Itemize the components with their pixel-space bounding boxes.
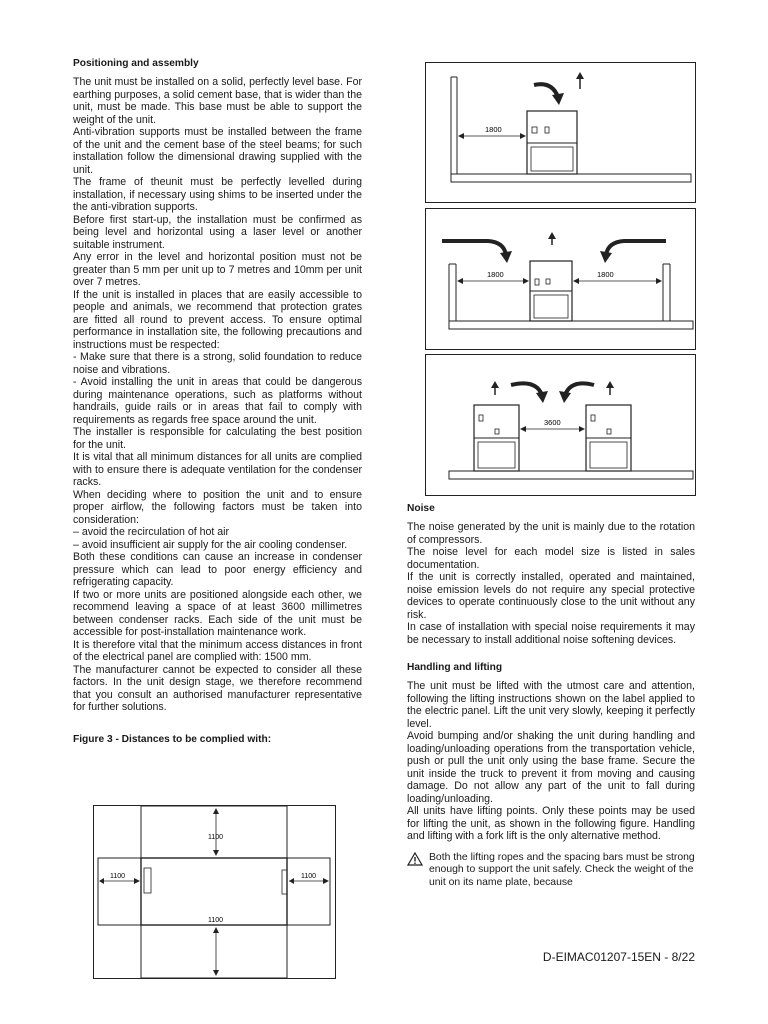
plan-dim-top: 1100: [208, 834, 224, 841]
figure-caption: Figure 3 - Distances to be complied with:: [73, 733, 272, 745]
body-paragraph: – avoid insufficient air supply for the air cooling condenser.: [73, 538, 348, 551]
positioning-paragraphs: [73, 76, 362, 714]
body-paragraph: - Make sure that there is a strong, solid foundation to reduce noise and vibrations.: [73, 351, 362, 376]
left-column: [73, 58, 362, 752]
plan-dim-right: 1100: [301, 873, 317, 880]
body-paragraph: Both these conditions can cause an increase in condenser pressure which can lead to poor energy efficiency and refrigerating capacity.: [73, 551, 362, 588]
single-unit-drawing: [426, 63, 695, 202]
body-paragraph: Avoid bumping and/or shaking the unit during handling and loading/unloading operations from the transportation vehicle, push or pull the unit only using the base frame. Secure the unit inside the truck to prevent it from moving and causing damage. Do not allow any part of the unit to fall during loading/unloading.: [407, 730, 695, 805]
clearance-figure-two-units: [425, 354, 696, 496]
fig3-dim: 3600: [544, 418, 561, 427]
fig2-dim-right: 1800: [597, 270, 614, 279]
body-paragraph: The unit must be installed on a solid, perfectly level base. For earthing purposes, a solid cement base, that is wider than the unit, must be made. This base must be able to support the weight of the unit.: [73, 76, 362, 126]
warning-text: Both the lifting ropes and the spacing bars must be strong enough to support the unit safely. Check the weight of the unit on its name plate, because: [429, 851, 695, 888]
clearance-figure-walls: [425, 208, 696, 350]
warning-icon: [407, 852, 429, 890]
body-paragraph: In case of installation with special noise requirements it may be necessary to install additional noise softening devices.: [407, 621, 695, 646]
body-paragraph: If two or more units are positioned alongside each other, we recommend leaving a space of at least 3600 millimetres between condenser racks. Each side of the unit must be accessible for post-installation maintenance work.: [73, 588, 362, 638]
fig1-dim: 1800: [485, 125, 502, 134]
two-units-drawing: [426, 355, 695, 495]
section-heading-noise: Noise: [407, 503, 435, 514]
body-paragraph: – avoid the recirculation of hot air: [73, 526, 230, 538]
body-paragraph: The manufacturer cannot be expected to consider all these factors. In the unit design stage, we therefore recommend that you consult an authorised manufacturer representative for further solutions.: [73, 663, 362, 713]
body-paragraph: It is therefore vital that the minimum access distances in front of the electrical panel are complied with: 1500 mm.: [73, 638, 362, 663]
plan-dim-bottom: 1100: [208, 917, 224, 924]
clearance-figure-single: [425, 62, 696, 203]
plan-distance-drawing: [94, 806, 335, 978]
plan-distance-figure: [93, 805, 336, 979]
section-heading-positioning: Positioning and assembly: [73, 58, 199, 69]
body-paragraph: The noise generated by the unit is mainly due to the rotation of compressors.: [407, 521, 695, 546]
body-paragraph: All units have lifting points. Only these points may be used for lifting the unit, as shown in the following figure. Handling and lifting with a fork lift is the only alternative method.: [407, 805, 695, 842]
body-paragraph: Anti-vibration supports must be installed between the frame of the unit and the cement base of the steel beams; for such installation follow the dimensional drawing supplied with the unit.: [73, 126, 362, 176]
page-footer: D-EIMAC01207-15EN - 8/22: [542, 950, 695, 964]
body-paragraph: - Avoid installing the unit in areas that could be dangerous during maintenance operations, such as platforms without handrails, guide rails or in areas that fail to comply with requirements as regards free space around the unit.: [73, 376, 362, 426]
noise-paragraphs: [407, 521, 695, 646]
handling-paragraphs: [407, 680, 695, 843]
fig2-dim-left: 1800: [487, 270, 504, 279]
walls-unit-drawing: [426, 209, 695, 349]
plan-dim-left: 1100: [110, 873, 126, 880]
body-paragraph: It is vital that all minimum distances for all units are complied with to ensure there is adequate ventilation for the condenser racks.: [73, 451, 362, 488]
body-paragraph: The installer is responsible for calculating the best position for the unit.: [73, 426, 362, 451]
warning-note: [407, 852, 695, 890]
section-heading-handling: Handling and lifting: [407, 662, 503, 673]
right-column: [407, 503, 695, 889]
body-paragraph: The unit must be lifted with the utmost care and attention, following the lifting instructions shown on the label applied to the electric panel. Lift the unit very slowly, keeping it perfectly level.: [407, 680, 695, 730]
body-paragraph: The noise level for each model size is listed in sales documentation.: [407, 546, 695, 571]
body-paragraph: When deciding where to position the unit and to ensure proper airflow, the following factors must be taken into consideration:: [73, 488, 362, 526]
body-paragraph: Before first start-up, the installation must be confirmed as being level and horizontal using a laser level or another suitable instrument.: [73, 213, 362, 251]
body-paragraph: If the unit is installed in places that are easily accessible to people and animals, we recommend that protection grates are fitted all round to prevent access. To ensure optimal performance in installation site, the following precautions and instructions must be respected:: [73, 288, 362, 351]
body-paragraph: The frame of theunit must be perfectly levelled during installation, if necessary using shims to be inserted under the the anti-vibration supports.: [73, 176, 362, 213]
body-paragraph: Any error in the level and horizontal position must not be greater than 5 mm per unit up to 7 metres and 10mm per unit over 7 metres.: [73, 251, 362, 288]
body-paragraph: If the unit is correctly installed, operated and maintained, noise emission levels do not require any special protective devices to operate continuously close to the unit without any risk.: [407, 571, 695, 621]
